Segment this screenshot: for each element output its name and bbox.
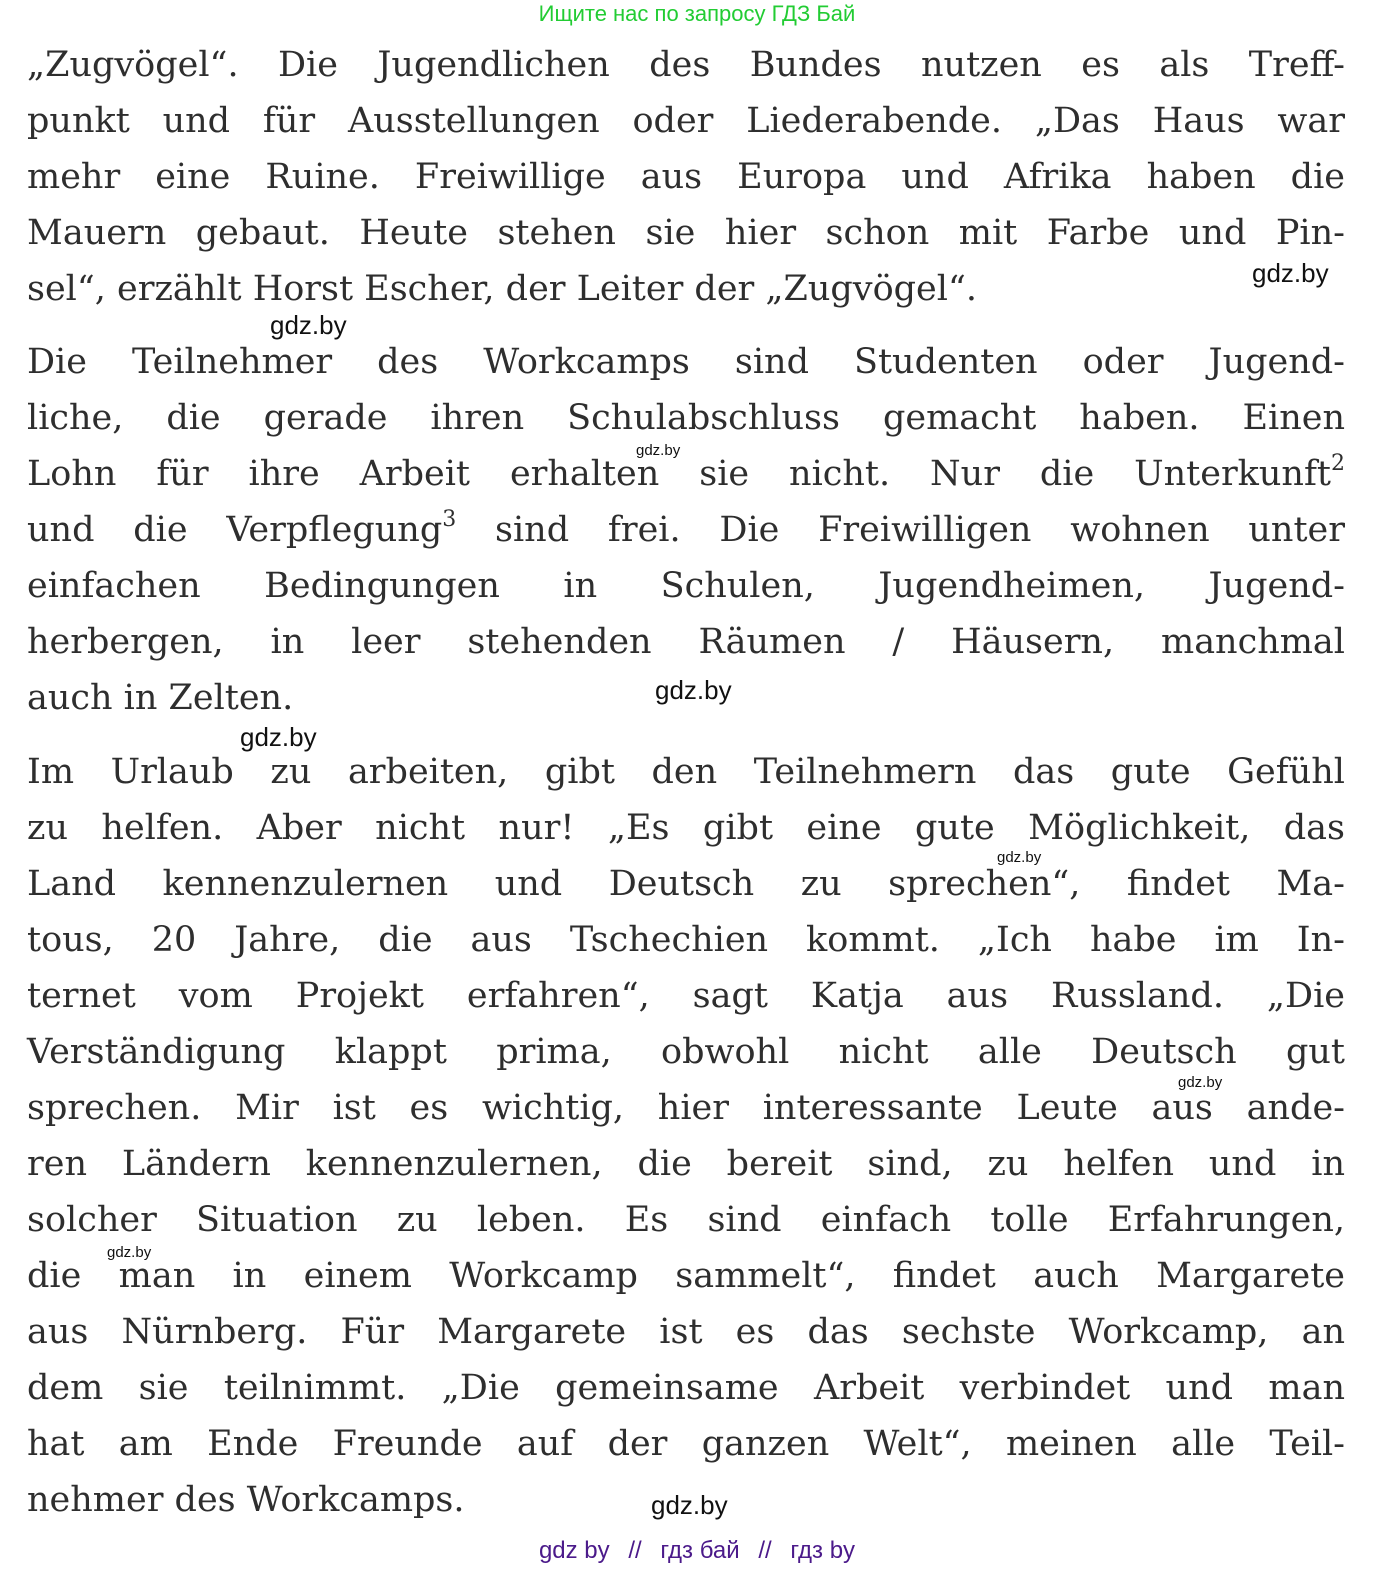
text-line xyxy=(27,1136,1345,1192)
text-line xyxy=(27,1192,1345,1248)
footer-link-gdz-by[interactable]: gdz by xyxy=(538,1537,610,1564)
footer-link-gdz-by-cyr[interactable]: гдз by xyxy=(790,1537,856,1564)
text-segment: ternet vom Projekt erfahren“, sagt Katja aus Russland. „Die xyxy=(27,976,1345,1016)
text-segment: punkt und für Ausstellungen oder Liederabende. „Das Haus war xyxy=(27,101,1345,141)
text-segment: hat am Ende Freunde auf der ganzen Welt“, meinen alle Teil- xyxy=(27,1424,1345,1464)
text-line xyxy=(27,446,1345,502)
text-line xyxy=(27,390,1345,446)
text-line xyxy=(27,37,1345,93)
watermark: gdz.by xyxy=(270,310,347,340)
text-segment: ren Ländern kennenzulernen, die bereit sind, zu helfen und in xyxy=(27,1144,1345,1184)
text-segment: zu helfen. Aber nicht nur! „Es gibt eine gute Möglichkeit, das xyxy=(27,808,1345,848)
text-segment: aus Nürnberg. Für Margarete ist es das sechste Workcamp, an xyxy=(27,1312,1345,1352)
text-segment: tous, 20 Jahre, die aus Tschechien kommt. „Ich habe im In- xyxy=(27,920,1345,960)
text-line xyxy=(27,856,1345,912)
text-line xyxy=(27,1080,1345,1136)
paragraph-3 xyxy=(27,744,1345,1528)
text-line xyxy=(27,149,1345,205)
paragraph-1 xyxy=(27,37,1345,317)
footnote-marker: 3 xyxy=(442,507,457,532)
watermark: gdz.by xyxy=(240,722,317,752)
text-segment: Verständigung klappt prima, obwohl nicht alle Deutsch gut xyxy=(27,1032,1345,1072)
text-segment: dem sie teilnimmt. „Die gemeinsame Arbeit verbindet und man xyxy=(27,1368,1345,1408)
text-line xyxy=(27,558,1345,614)
watermark: gdz.by xyxy=(655,675,732,705)
watermark: gdz.by xyxy=(651,1490,728,1520)
text-segment: einfachen Bedingungen in Schulen, Jugendheimen, Jugend- xyxy=(27,566,1345,606)
text-line xyxy=(27,1304,1345,1360)
text-line xyxy=(27,334,1345,390)
footer-links xyxy=(0,1535,1394,1567)
text-segment: sel“, erzählt Horst Escher, der Leiter der „Zugvögel“. xyxy=(27,269,977,309)
text-line xyxy=(27,502,1345,558)
text-segment: mehr eine Ruine. Freiwillige aus Europa und Afrika haben die xyxy=(27,157,1345,197)
watermark: gdz.by xyxy=(997,849,1042,866)
watermark: gdz.by xyxy=(1178,1074,1223,1091)
text-line xyxy=(27,1360,1345,1416)
text-segment: Mauern gebaut. Heute stehen sie hier schon mit Farbe und Pin- xyxy=(27,213,1345,253)
text-line xyxy=(27,912,1345,968)
text-line xyxy=(27,205,1345,261)
footer-separator: // xyxy=(628,1537,642,1564)
text-segment: sind frei. Die Freiwilligen wohnen unter xyxy=(456,510,1345,550)
footer-separator: // xyxy=(758,1537,772,1564)
text-segment: Die Teilnehmer des Workcamps sind Studenten oder Jugend- xyxy=(27,342,1345,382)
paragraph-2 xyxy=(27,334,1345,726)
text-line xyxy=(27,744,1345,800)
text-line xyxy=(27,968,1345,1024)
text-line xyxy=(27,800,1345,856)
text-segment: Im Urlaub zu arbeiten, gibt den Teilnehmern das gute Gefühl xyxy=(27,752,1345,792)
text-line xyxy=(27,93,1345,149)
text-segment: solcher Situation zu leben. Es sind einfach tolle Erfahrungen, xyxy=(27,1200,1345,1240)
text-segment: „Zugvögel“. Die Jugendlichen des Bundes nutzen es als Treff- xyxy=(27,45,1345,85)
watermark: gdz.by xyxy=(107,1244,152,1261)
text-segment: sprechen. Mir ist es wichtig, hier interessante Leute aus ande- xyxy=(27,1088,1345,1128)
footer-link-gdz-bai[interactable]: гдз бай xyxy=(660,1537,740,1564)
text-segment: liche, die gerade ihren Schulabschluss gemacht haben. Einen xyxy=(27,398,1345,438)
watermark: gdz.by xyxy=(1252,258,1329,288)
text-segment: und die Verpflegung xyxy=(27,510,443,550)
text-segment: Land kennenzulernen und Deutsch zu sprechen“, findet Ma- xyxy=(27,864,1345,904)
text-segment: Lohn für ihre Arbeit erhalten sie nicht. Nur die Unterkunft xyxy=(27,454,1331,494)
text-segment: nehmer des Workcamps. xyxy=(27,1480,465,1520)
watermark: gdz.by xyxy=(636,442,681,459)
text-line xyxy=(27,1416,1345,1472)
text-line xyxy=(27,1024,1345,1080)
text-line xyxy=(27,261,1345,317)
search-banner: Ищите нас по запросу ГДЗ Бай xyxy=(538,1,856,26)
text-segment: herbergen, in leer stehenden Räumen / Häusern, manchmal xyxy=(27,622,1345,662)
text-segment: die man in einem Workcamp sammelt“, findet auch Margarete xyxy=(27,1256,1345,1296)
text-line xyxy=(27,1248,1345,1304)
text-line xyxy=(27,614,1345,670)
text-segment: auch in Zelten. xyxy=(27,678,294,718)
footnote-marker: 2 xyxy=(1331,451,1345,476)
